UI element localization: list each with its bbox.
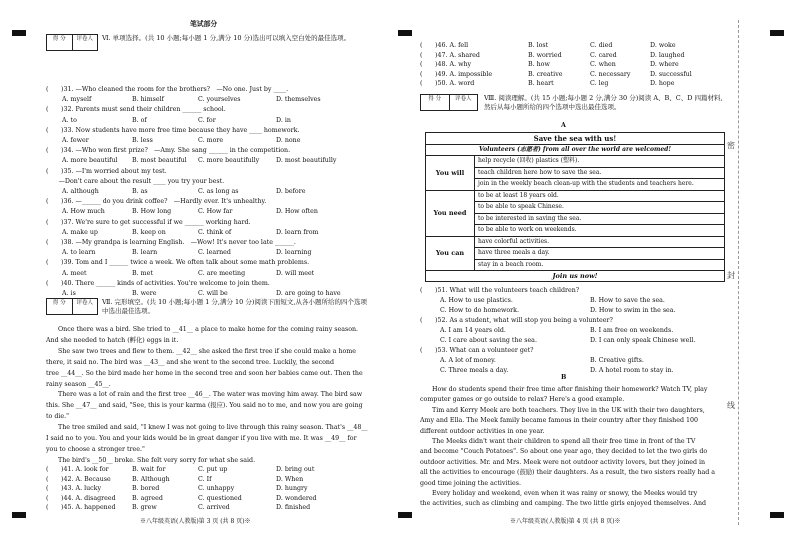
option: C. How far	[198, 208, 233, 216]
binding-line	[738, 20, 739, 525]
option: ( )50. A. word	[420, 80, 475, 88]
option: B. himself	[132, 96, 164, 104]
score-label: 得 分	[47, 299, 73, 314]
option: ( )47. A. shared	[420, 51, 480, 59]
cloze-line: there, it said no. The bird was __43__ and she went to the second tree. Luckily, the second	[46, 358, 334, 366]
ad-item: teach children here how to save the sea.	[475, 168, 724, 180]
question-stem: ( )33. Now students have more free time because they have ____ homework.	[46, 126, 300, 134]
option: B. wait for	[132, 466, 166, 473]
ad-rows	[426, 156, 724, 271]
page-footer: ※八年级英语(人教版)第 3 页 (共 8 页)※	[140, 518, 251, 525]
ad-item: to be interested in saving the sea.	[475, 214, 724, 226]
option: D. successful	[650, 70, 692, 78]
passage-line: Amy and Ella. The Meek family became famous in their country after they finished 100	[420, 417, 699, 425]
option: ( )48. A. why	[420, 61, 472, 69]
option: D. wondered	[276, 494, 317, 502]
option: D. will meet	[276, 269, 315, 277]
question-stem: ( )52. As a student, what will stop you being a volunteer?	[420, 317, 613, 324]
question-stem: ( )35. —I'm worried about my test.	[46, 167, 167, 175]
ad-row	[426, 156, 724, 191]
volunteer-ad	[425, 132, 725, 282]
corner-marker	[12, 30, 26, 36]
passage-line: Tim and Kerry Meek are both teachers. They live in the UK with their two daughters,	[432, 406, 705, 414]
option: C. think of	[198, 228, 232, 236]
option: D. none	[276, 137, 301, 144]
option: C. unhappy	[198, 485, 235, 493]
option: ( )45. A. happened	[46, 504, 116, 512]
option: B. were	[132, 290, 157, 297]
ad-item: help recycle (回收) plastics (塑料).	[475, 156, 724, 168]
option: C. more beautifully	[198, 157, 260, 165]
option: C. cared	[590, 51, 617, 59]
option: ( )49. A. impossible	[420, 70, 493, 78]
option: D. bring out	[276, 466, 315, 473]
passage-line: How do students spend their free time after finishing their homework? Watch TV, play	[432, 386, 708, 393]
option: B. Although	[132, 475, 170, 483]
option: B. less	[132, 137, 153, 144]
section-heading: Ⅷ. 阅读理解。(共 15 小题;每小题 2 分,满分 30 分)阅读 A、B、C、D 四篇材料,然后从每小题所给的四个选项中选出最佳选项。	[484, 94, 723, 111]
ad-row-label: You need	[426, 191, 475, 236]
option: D. learn from	[276, 228, 319, 236]
option: C. arrived	[198, 504, 230, 512]
cloze-line: Once there was a bird. She tried to __41__ a place to make home for the coming rainy season.	[58, 326, 359, 333]
option: C. when	[590, 61, 616, 69]
option: B. How to save the sea.	[590, 297, 665, 304]
ad-item: stay in a beach room.	[478, 260, 544, 268]
option: C. How to do homework.	[440, 307, 519, 314]
grader-label: 评卷人	[76, 36, 93, 42]
score-box	[46, 298, 98, 315]
option: B. how	[528, 61, 550, 69]
question-stem: ( )39. Tom and I ______ twice a week. We often talk about some math problems.	[46, 259, 310, 267]
score-box	[46, 34, 98, 51]
option: D. before	[276, 188, 306, 195]
passage-line: and become "Couch Potatoes". So about one year ago, they decided to let the two girls do	[420, 448, 708, 456]
binding-char: 线	[727, 401, 735, 410]
corner-marker	[398, 30, 412, 36]
option: ( )43. A. lucky	[46, 485, 102, 493]
cloze-line: you to choose a stronger tree."	[46, 445, 145, 453]
ad-subtitle: Volunteers (志愿者) from all over the world are welcomed!	[426, 145, 724, 156]
page-title: 笔试部分	[190, 20, 218, 28]
option: D. are going to have	[276, 290, 341, 297]
option: B. lost	[528, 42, 549, 49]
option: ( )41. A. look for	[46, 466, 109, 473]
ad-title: Save the sea with us!	[426, 133, 724, 145]
question-stem: —Don't care about the result ____ you try your best.	[46, 177, 225, 185]
option: C. yourselves	[198, 96, 241, 104]
option: D. laughed	[650, 51, 685, 59]
option: B. heart	[528, 80, 554, 88]
option: C. Three meals a day.	[440, 367, 509, 374]
option: B. as	[132, 188, 148, 195]
option: A. is	[62, 290, 76, 297]
option: A. A lot of money.	[440, 357, 496, 364]
option: D. How to swim in the sea.	[590, 307, 676, 314]
option: C. more	[198, 137, 224, 144]
ad-row	[426, 191, 724, 237]
cloze-line: rainy season __45__.	[46, 380, 111, 388]
score-label: 得 分	[47, 35, 73, 50]
corner-marker	[770, 30, 784, 36]
cloze-line: There was a lot of rain and the first tree __46__. The water was moving him away. The bird saw	[58, 391, 363, 399]
ad-row	[426, 237, 724, 272]
question-stem: ( )32. Parents must send their children ______ school.	[46, 106, 226, 114]
option: C. I care about saving the sea.	[440, 337, 537, 344]
passage-line: The Meeks didn't want their children to spend all their free time in front of the TV	[432, 438, 696, 445]
passage-line: all the activities to encourage (鼓励) their daughters. As a result, the two sisters really had a	[420, 469, 716, 477]
ad-item: to be able to work on weekends.	[478, 226, 577, 233]
option: B. of	[132, 116, 147, 124]
option: B. bored	[132, 485, 160, 493]
option: D. A hotel room to stay in.	[590, 367, 674, 374]
option: C. died	[590, 42, 613, 49]
score-label: 得 分	[421, 95, 450, 110]
option: ( )44. A. disagreed	[46, 494, 116, 502]
option: B. met	[132, 269, 153, 277]
option: D. How often	[276, 208, 318, 216]
cloze-line: I said no to you. You and your kids would be in great danger if you live with me. It was __49__ for	[46, 435, 357, 442]
option: A. myself	[62, 96, 92, 104]
ad-row-label: You can	[426, 237, 475, 271]
ad-item: to be able to speak Chinese.	[475, 202, 724, 214]
option: C. as long as	[198, 188, 239, 195]
ad-row-items	[475, 156, 724, 190]
passage-line: different outdoor activities in one year.	[420, 427, 545, 435]
grader-label: 评卷人	[454, 96, 472, 102]
option: B. keep on	[132, 228, 166, 236]
option: D. learning	[276, 249, 312, 257]
passage-line: the activities, such as climbing and camping. The two little girls enjoyed themselves. And	[420, 500, 707, 508]
question-stem: ( )40. There ______ kinds of activities. You're welcome to join them.	[46, 279, 270, 287]
question-stem: ( )51. What will the volunteers teach children?	[420, 287, 580, 294]
ad-row-items	[475, 191, 724, 236]
option: A. make up	[62, 228, 98, 236]
ad-row-items	[475, 237, 724, 271]
option: D. hungry	[276, 485, 308, 493]
option: B. worried	[528, 51, 562, 59]
option: B. I am free on weekends.	[590, 327, 674, 334]
passage-line: computer games or go outside to relax? Here's a good example.	[420, 396, 625, 404]
corner-marker	[12, 512, 26, 518]
option: B. learn	[132, 249, 158, 257]
option: C. for	[198, 116, 216, 124]
ad-item: to be at least 18 years old.	[475, 191, 724, 203]
option: C. If	[198, 475, 212, 483]
option: B. agreed	[132, 494, 163, 502]
ad-item: have three meals a day.	[475, 248, 724, 260]
question-stem: ( )34. —Who won first prize? —Amy. She sang ______ in the competition.	[46, 147, 291, 155]
option: B. Creative gifts.	[590, 357, 644, 364]
score-box	[420, 94, 478, 111]
option: D. woke	[650, 42, 676, 49]
option: D. in	[276, 116, 291, 124]
section-heading: Ⅶ. 完形填空。(共 10 小题;每小题 1 分,满分 10 分)阅读下面短文,从各小题所给的四个选项中选出最佳选项。	[102, 298, 367, 315]
option: A. How to use plastics.	[440, 297, 513, 304]
option: D. themselves	[276, 96, 321, 104]
question-stem: ( )53. What can a volunteer get?	[420, 347, 534, 354]
option: B. most beautiful	[132, 157, 187, 165]
option: C. leg	[590, 80, 609, 88]
cloze-line: to die."	[46, 413, 69, 421]
cloze-line: The bird's __50__ broke. She felt very sorry for what she said.	[58, 456, 256, 464]
cloze-line: this. She __47__ and said, "See, this is your karma (报应). You said no to me, and now you are going	[46, 402, 363, 410]
passage-label: B	[561, 374, 567, 381]
option: C. put up	[198, 466, 228, 473]
cloze-line: The tree smiled and said, "I knew I was not going to live through this rainy season. That's __48__	[58, 424, 368, 432]
option: C. learned	[198, 249, 231, 257]
ad-row-label: You will	[426, 156, 475, 190]
binding-char: 封	[727, 271, 735, 280]
option: ( )42. A. Because	[46, 475, 111, 483]
question-stem: ( )38. —My grandpa is learning English. —Wow! It's never too late ______.	[46, 239, 296, 246]
option: A. How much	[62, 208, 105, 216]
cloze-line: And she needed to hatch (孵化) eggs in it.	[46, 336, 179, 344]
section-heading: Ⅵ. 单项选择。(共 10 小题;每小题 1 分,满分 10 分)选出可以填入空白处的最佳选项。	[102, 34, 351, 42]
ad-item: have colorful activities.	[475, 237, 724, 249]
option: B. How long	[132, 208, 172, 216]
cloze-line: tree __44__. So the bird made her home in the second tree and soon her babies came out. Then the	[46, 369, 363, 377]
option: D. where	[650, 61, 679, 69]
passage-line: good time joining the activities.	[420, 479, 522, 487]
option: B. grew	[132, 504, 157, 512]
option: D. When	[276, 475, 304, 483]
ad-join: Join us now!	[552, 272, 598, 280]
cloze-line: She saw two trees and flew to them. __42__ she asked the first tree if she could make a home	[58, 347, 356, 355]
binding-char: 密	[727, 141, 735, 150]
option: A. to	[62, 116, 77, 124]
page-footer: ※八年级英语(人教版)第 4 页 (共 8 页)※	[510, 518, 621, 525]
corner-marker	[770, 512, 784, 518]
option: D. most beautifully	[276, 157, 337, 165]
option: A. meet	[62, 269, 87, 277]
passage-line: Every holiday and weekend, even when it was rainy or snowy, the Meeks would try	[432, 490, 698, 497]
passage-label: A	[561, 122, 566, 129]
option: A. I am 14 years old.	[440, 327, 506, 334]
option: D. I can only speak Chinese well.	[590, 337, 696, 344]
option: C. necessary	[590, 70, 631, 78]
option: D. finished	[276, 504, 311, 512]
grader-label: 评卷人	[76, 300, 93, 306]
question-stem: ( )36. —______ do you drink coffee? —Hardly ever. It's unhealthy.	[46, 198, 267, 206]
corner-marker	[398, 512, 412, 518]
ad-item: join in the weekly beach clean-up with the students and teachers here.	[478, 180, 694, 187]
option: C. will be	[198, 290, 228, 297]
question-stem: ( )37. We're sure to get successful if we ______ working hard.	[46, 218, 251, 226]
question-stem: ( )31. —Who cleaned the room for the brothers? —No one. Just by ____.	[46, 86, 289, 93]
option: A. although	[62, 188, 99, 195]
option: A. to learn	[62, 249, 96, 257]
option: A. fewer	[62, 137, 89, 144]
option: B. creative	[528, 70, 563, 78]
option: ( )46. A. fell	[420, 42, 469, 49]
option: D. hope	[650, 80, 675, 88]
passage-line: outdoor activities. Mr. and Mrs. Meek were not outdoor activity lovers, but they joined in	[420, 458, 706, 466]
option: A. more beautiful	[62, 157, 118, 165]
option: C. questioned	[198, 494, 242, 502]
option: C. are meeting	[198, 269, 246, 277]
